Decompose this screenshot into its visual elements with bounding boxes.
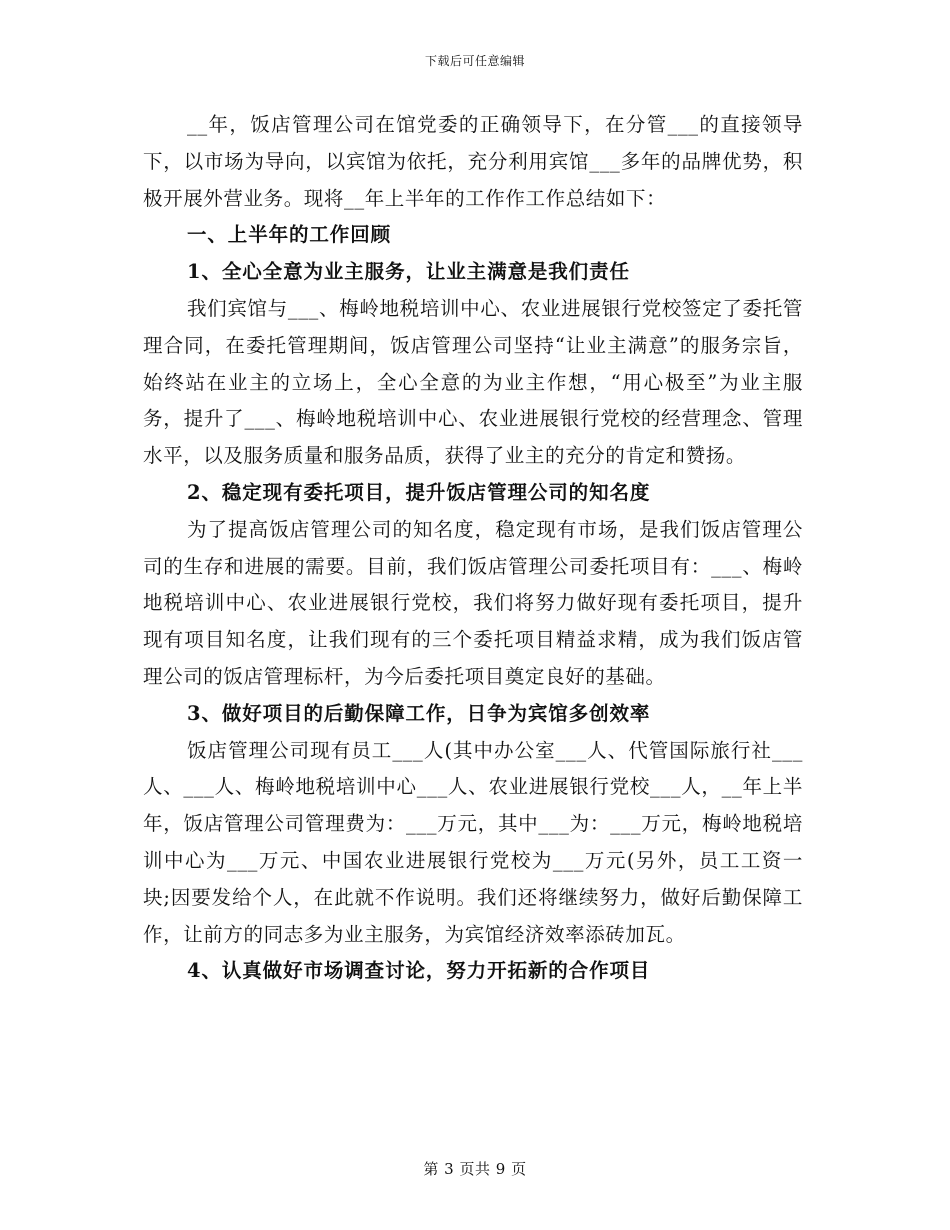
subheading-4: 4、认真做好市场调查讨论，努力开拓新的合作项目 bbox=[187, 959, 651, 983]
intro-paragraph: __年，饭店管理公司在馆党委的正确领导下，在分管___的直接领导下，以市场为导向，以宾馆为依托，充分利用宾馆___多年的品牌优势，积极开展外营业务。现将__年上半年的工作作工作总结如下： bbox=[143, 113, 803, 210]
subheading-3: 3、做好项目的后勤保障工作，日争为宾馆多创效率 bbox=[187, 701, 651, 725]
document-body bbox=[143, 107, 803, 990]
page-footer: 第 3 页共 9 页 bbox=[423, 1160, 527, 1178]
paragraph-3: 饭店管理公司现有员工___人(其中办公室___人、代管国际旅行社___人、___人、梅岭地税培训中心___人、农业进展银行党校___人，__年上半年，饭店管理公司管理费为：___万元，其中___为：___万元，梅岭地税培训中心为___万元、中国农业进展银行党校为___万元(另外，员工工资一块;因要发给个人，在此就不作说明。我们还将继续努力，做好后勤保障工作，让前方的同志多为业主服务，为宾馆经济效率添砖加瓦。 bbox=[143, 738, 803, 946]
subheading-2: 2、稳定现有委托项目，提升饭店管理公司的知名度 bbox=[187, 480, 651, 504]
page-header: 下载后可任意编辑 bbox=[424, 54, 525, 68]
paragraph-2: 为了提高饭店管理公司的知名度，稳定现有市场，是我们饭店管理公司的生存和进展的需要。目前，我们饭店管理公司委托项目有：___、梅岭地税培训中心、农业进展银行党校，我们将努力做好现有委托项目，提升现有项目知名度，让我们现有的三个委托项目精益求精，成为我们饭店管理公司的饭店管理标杆，为今后委托项目奠定良好的基础。 bbox=[143, 517, 803, 688]
subheading-1: 1、全心全意为业主服务，让业主满意是我们责任 bbox=[187, 260, 630, 284]
paragraph-1: 我们宾馆与___、梅岭地税培训中心、农业进展银行党校签定了委托管理合同，在委托管理期间，饭店管理公司坚持“让业主满意”的服务宗旨，始终站在业主的立场上，全心全意的为业主作想，“用心极至”为业主服务，提升了___、梅岭地税培训中心、农业进展银行党校的经营理念、管理水平，以及服务质量和服务品质，获得了业主的充分的肯定和赞扬。 bbox=[143, 296, 803, 468]
section-heading-review: 一、上半年的工作回顾 bbox=[187, 223, 392, 247]
